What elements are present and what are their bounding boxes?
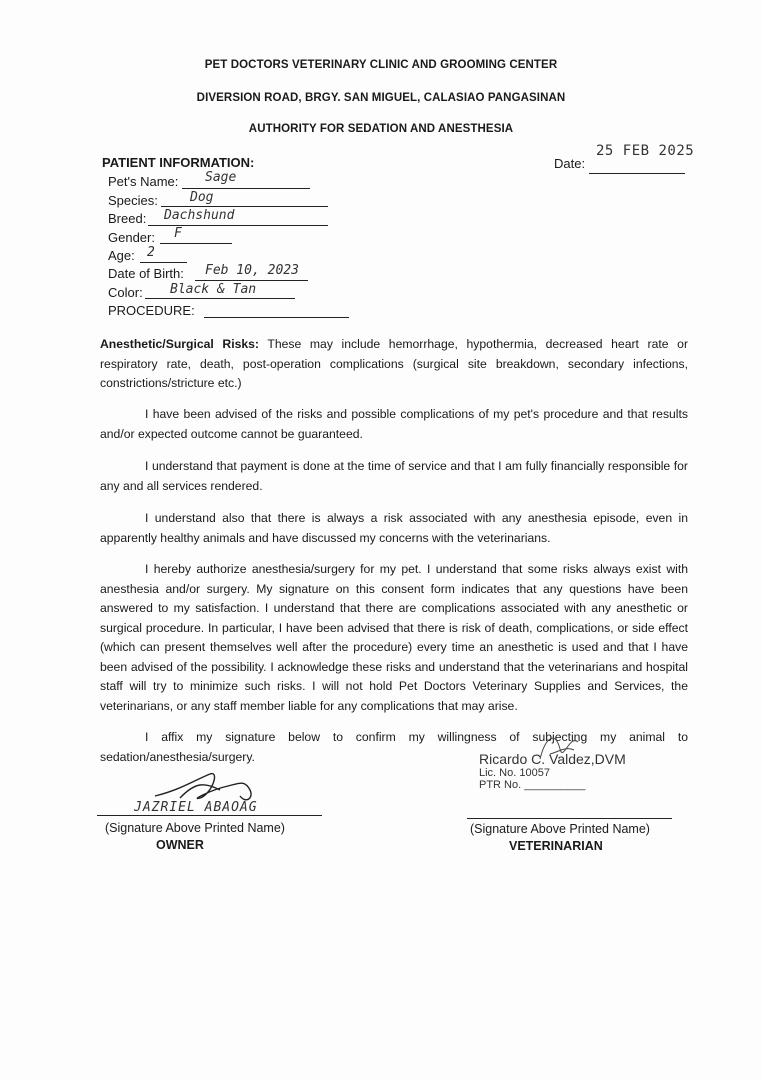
dob-line [195, 280, 308, 281]
procedure-label: PROCEDURE: [108, 303, 195, 318]
paragraph-risk-anesthesia: I understand also that there is always a risk associated with any anesthesia episode, even in apparently healthy animals and have discussed my concerns with the veterinarians. [100, 511, 688, 545]
date-value: 25 FEB 2025 [596, 143, 695, 159]
breed-label: Breed: [108, 211, 147, 226]
date-label: Date: [554, 156, 586, 171]
vet-signature-scribble [530, 724, 590, 769]
risks-heading: Anesthetic/Surgical Risks: [100, 337, 259, 351]
age-label: Age: [108, 248, 135, 263]
gender-label: Gender: [108, 230, 155, 245]
age-line [140, 262, 187, 263]
pet-name-label: Pet's Name: [108, 174, 179, 189]
breed-value: Dachshund [164, 208, 235, 223]
color-label: Color: [108, 285, 143, 300]
species-value: Dog [190, 190, 214, 205]
dob-value: Feb 10, 2023 [205, 263, 299, 278]
date-line [589, 173, 685, 174]
vet-signature-caption: (Signature Above Printed Name) [470, 822, 650, 836]
pet-name-value: Sage [205, 170, 237, 185]
risks-paragraph [100, 335, 688, 394]
vet-role: VETERINARIAN [509, 839, 603, 853]
color-line [145, 298, 295, 299]
gender-line [160, 243, 232, 244]
risks-text: These may include hemorrhage, hypothermia, decreased heart rate or respiratory rate, death, post-operation complications (surgical site breakdown, secondary infections, constrictions/stricture etc.) [100, 337, 689, 390]
paragraph-advised: I have been advised of the risks and possible complications of my pet's procedure and that results and/or expected outcome cannot be guaranteed. [100, 407, 688, 441]
vet-license: Lic. No. 10057 [479, 767, 550, 779]
species-label: Species: [108, 193, 158, 208]
owner-signature-caption: (Signature Above Printed Name) [105, 821, 285, 835]
vet-ptr: PTR No. __________ [479, 779, 586, 791]
color-value: Black & Tan [170, 282, 257, 297]
form-title: AUTHORITY FOR SEDATION AND ANESTHESIA [248, 123, 514, 135]
dob-label: Date of Birth: [108, 266, 184, 281]
paragraph-payment: I understand that payment is done at the time of service and that I am fully financially responsible for any and all services rendered. [100, 459, 688, 493]
pet-name-line [182, 188, 310, 189]
owner-printed-name: JAZRIEL ABAOAG [134, 800, 258, 815]
paragraph-authorization: I hereby authorize anesthesia/surgery for my pet. I understand that some risks always exist with anesthesia and/or surgery. My signature on this consent form indicates that any questions have been answered to my satisfaction. I understand that there are complications associated with any anesthetic or surgical procedure. In particular, I have been advised that there is risk of death, complications, or side effect (which can present themselves well after the procedure) every time an anesthetic is used and that I have been advised of the possibility. I acknowledge these risks and understand that the veterinarians and hospital staff will try to minimize such risks. I will not hold Pet Doctors Veterinary Supplies and Services, the veterinarians, or any staff member liable for any complications that may arise. [100, 562, 688, 713]
patient-info-heading: PATIENT INFORMATION: [102, 155, 255, 170]
paragraph-affix: I affix my signature below to confirm my willingness of subjecting my animal to sedation/anesthesia/surgery. [100, 730, 688, 764]
clinic-name: PET DOCTORS VETERINARY CLINIC AND GROOMING CENTER [204, 59, 558, 71]
clinic-address: DIVERSION ROAD, BRGY. SAN MIGUEL, CALASIAO PANGASINAN [196, 92, 566, 104]
vet-stamp-name: Ricardo C. Valdez,DVM [479, 751, 626, 767]
owner-role: OWNER [156, 838, 204, 852]
species-line [161, 206, 328, 207]
procedure-line [204, 317, 349, 318]
vet-signature-line [467, 818, 672, 819]
age-value: 2 [147, 245, 155, 260]
owner-signature-line [97, 815, 322, 816]
gender-value: F [174, 226, 182, 241]
